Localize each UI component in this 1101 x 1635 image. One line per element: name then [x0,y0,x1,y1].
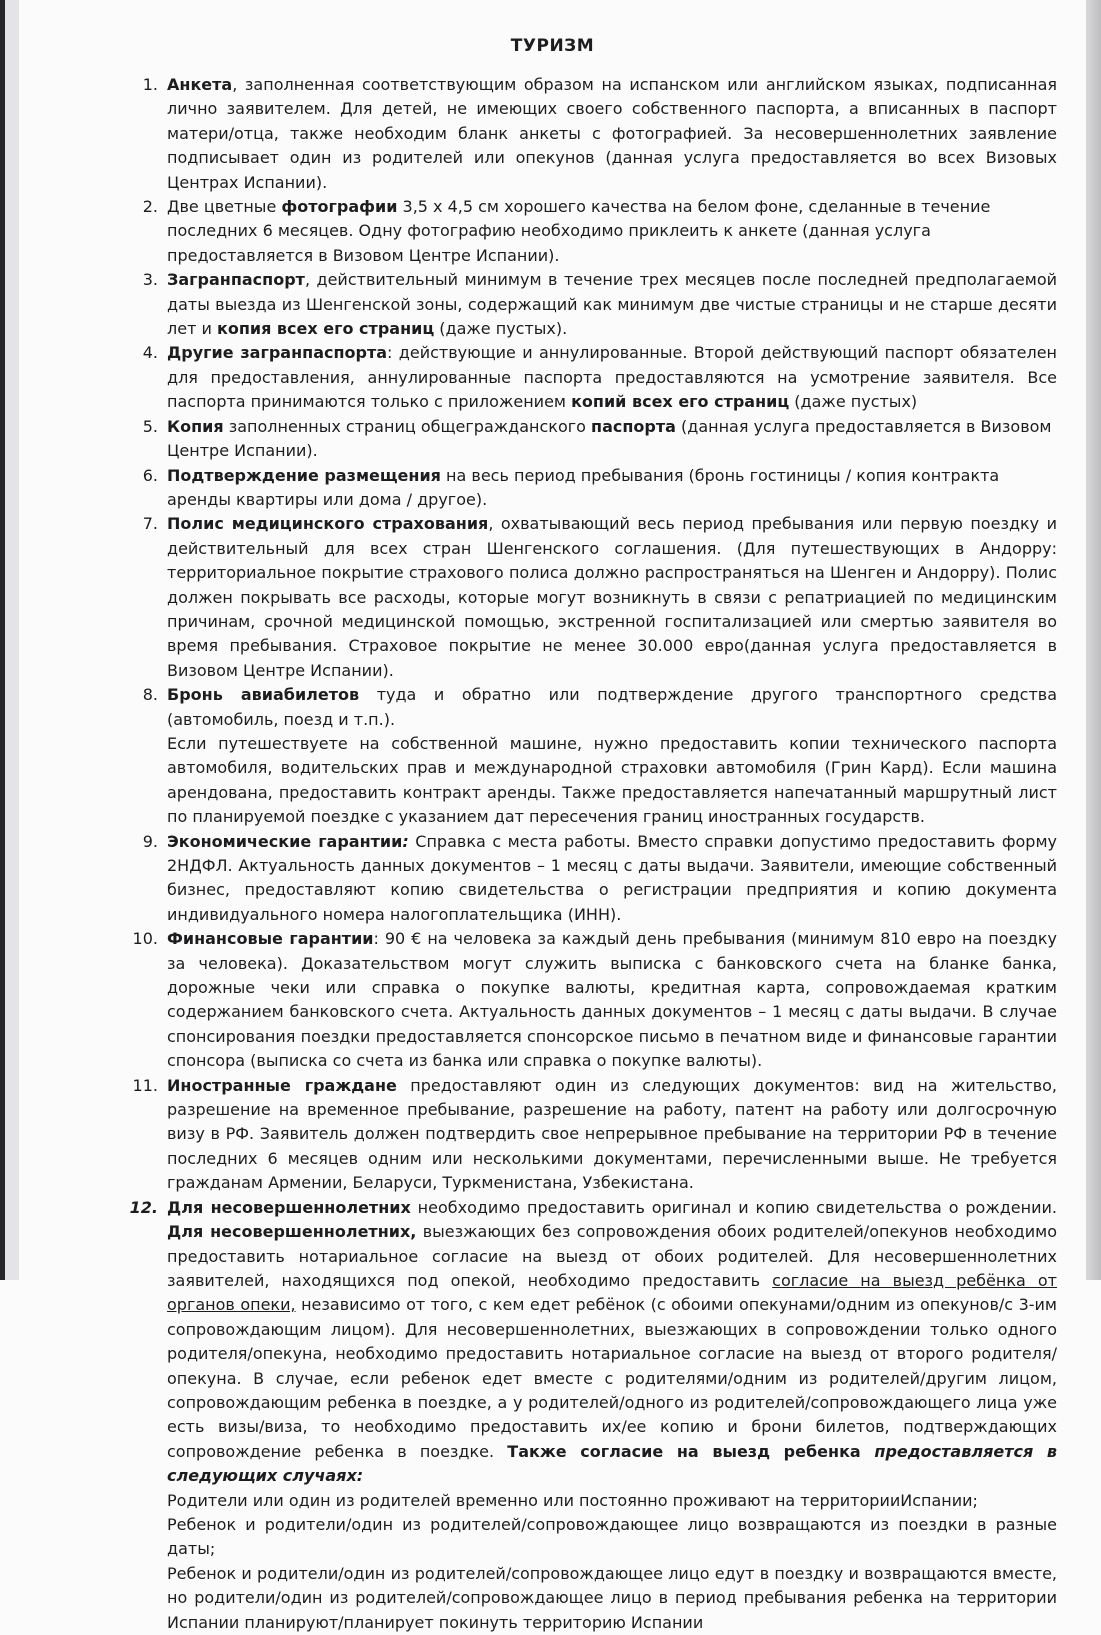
item-number: 1. [142,75,158,94]
list-item [19,464,1086,513]
list-item [19,830,1086,928]
scan-edge-right-gutter [1086,0,1101,1280]
item-text: Анкета, заполненная соответствующим образом на испанском или английском языках, подписанная лично заявителем. Для детей, не имеющих своего собственного паспорта, а вписанных в паспорт матери/отца, также необходим бланк анкеты с фотографией. За несовершеннолетних заявление подписывает один из родителей или опекунов (данная услуга предоставляется во всех Визовых Центрах Испании). [167,75,1057,192]
item-text: Бронь авиабилетов туда и обратно или подтверждение другого транспортного средства (автомобиль, поезд и т.п.). Если путешествуете на собственной машине, нужно предоставить копии технического паспорта автомобиля, водительских прав и международной страховки автомобиля (Грин Кард). Если машина арендована, предоставить контракт аренды. Также предоставляется напечатанный маршрутный лист по планируемой поездке с указанием дат пересечения границ иностранных государств. [167,685,1057,827]
list-item [19,1196,1086,1635]
item-number: 8. [142,685,158,705]
list-item [19,195,1086,268]
list-item [19,341,1086,414]
item-number: 9. [142,831,158,851]
document-page [19,0,1086,1632]
item-text: Две цветные фотографии 3,5 x 4,5 см хорошего качества на белом фоне, сделанные в течение последних 6 месяцев. Одну фотографию необходимо приклеить к анкете (данная услуга предоставляется в Визовом Центре Испании). [167,197,991,265]
list-item [19,683,1086,829]
item-number: 4. [142,343,158,363]
list-item [19,415,1086,464]
item-text: Копия заполненных страниц общегражданского паспорта (данная услуга предоставляется в Визовом Центре Испании). [167,416,1052,461]
item-text: Для несовершеннолетних необходимо предоставить оригинал и копию свидетельства о рождении. Для несовершеннолетних, выезжающих без сопровождения обоих родителей/опекунов необходимо предоставить нотариальное согласие на выезд от обоих родителей. Для несовершеннолетних заявителей, находящихся под опекой, необходимо предоставить согласие на выезд ребёнка от органов опеки, независимо от того, с кем едет ребёнок (с обоими опекунами/одним из опекунов/с 3-им сопровождающим лицом). Для несовершеннолетних, выезжающих в сопровождении только одного родителя/опекуна, необходимо предоставить нотариальное согласие на выезд от второго родителя/опекуна. В случае, если ребенок едет вместе с родителями/одним из родителей/другим лицом, сопровождающим ребенка в поездке, а у родителей/одного из родителей/сопровождающего лица уже есть визы/виза, то необходимо предоставить их/ее копию и брони билетов, подтверждающих сопровождение ребенка в поездке. Также согласие на выезд ребенка предоставляется в следующих случаях: Родители или один из родителей временно или постоянно проживают на территорииИспании; Ребенок и родители/один из родителей/сопровождающее лицо возвращаются из поездки в разные даты; Ребенок и родители/один из родителей/сопровождающее лицо едут в поездку и возвращаются вместе, но родители/один из родителей/сопровождающее лицо в период пребывания ребенка на территории Испании планируют/планирует покинуть территорию Испании [167,1197,1058,1632]
list-item [19,73,1086,195]
list-item [19,268,1086,341]
list-item [19,1074,1086,1196]
document-title: ТУРИЗМ [510,36,595,56]
list-item [19,512,1086,683]
list-item [19,927,1086,1073]
requirements-list [19,73,1086,1635]
item-number: 7. [142,514,158,534]
item-number: 3. [142,270,158,290]
item-number: 11. [132,1075,158,1095]
item-text: Иностранные граждане предоставляют один из следующих документов: вид на жительство, разрешение на временное пребывание, разрешение на работу, патент на работу или долгосрочную визу в РФ. Заявитель должен подтвердить свое непрерывное пребывание на территории РФ в течение последних 6 месяцев одним или несколькими документами, перечисленными выше. Не требуется гражданам Армении, Беларуси, Туркменистана, Узбекистана. [167,1075,1057,1193]
item-text: Подтверждение размещения на весь период пребывания (бронь гостиницы / копия контракта аренды квартиры или дома / другое). [167,465,1000,509]
item-number: 10. [132,929,158,949]
item-number: 6. [142,465,158,485]
scan-edge-left-gutter [5,0,19,1280]
item-text: Экономические гарантии: Справка с места работы. Вместо справки допустимо предоставить форму 2НДФЛ. Актуальность данных документов – 1 месяц с даты выдачи. Заявители, имеющие собственный бизнес, предоставляют копию свидетельства о регистрации предприятия и копию документа индивидуального номера налогоплательщика (ИНН). [167,831,1057,924]
item-number: 5. [142,416,158,436]
item-text: Другие загранпаспорта: действующие и аннулированные. Второй действующий паспорт обязателен для предоставления, аннулированные паспорта предоставляются на усмотрение заявителя. Все паспорта принимаются только с приложением копий всех его страниц (даже пустых) [167,343,1057,412]
item-text: Загранпаспорт, действительный минимум в течение трех месяцев после последней предполагаемой даты выезда из Шенгенской зоны, содержащий как минимум две чистые страницы и не старше десяти лет и копия всех его страниц (даже пустых). [167,270,1057,339]
item-text: Полис медицинского страхования, охватывающий весь период пребывания или первую поездку и действительный для всех стран Шенгенского соглашения. (Для путешествующих в Андорру: территориальное покрытие страхового полиса должно распространяться на Шенген и Андорру). Полис должен покрывать все расходы, которые могут возникнуть в связи с репатриацией по медицинским причинам, срочной медицинской помощью, экстренной госпитализацией или смертью заявителя во время пребывания. Страховое покрытие не менее 30.000 евро(данная услуга предоставляется в Визовом Центре Испании). [167,514,1057,680]
item-number: 2. [142,197,158,217]
item-number: 12. [129,1197,158,1217]
item-text: Финансовые гарантии: 90 € на человека за каждый день пребывания (минимум 810 евро на поездку за человека). Доказательством могут служить выписка с банковского счета на бланке банка, дорожные чеки или справка о покупке валюты, кредитная карта, сопровождаемая кратким содержанием банковского счета. Актуальность данных документов – 1 месяц с даты выдачи. В случае спонсирования поездки предоставляется спонсорское письмо в печатном виде и финансовые гарантии спонсора (выписка со счета из банка или справка о покупке валюты). [167,929,1057,1071]
